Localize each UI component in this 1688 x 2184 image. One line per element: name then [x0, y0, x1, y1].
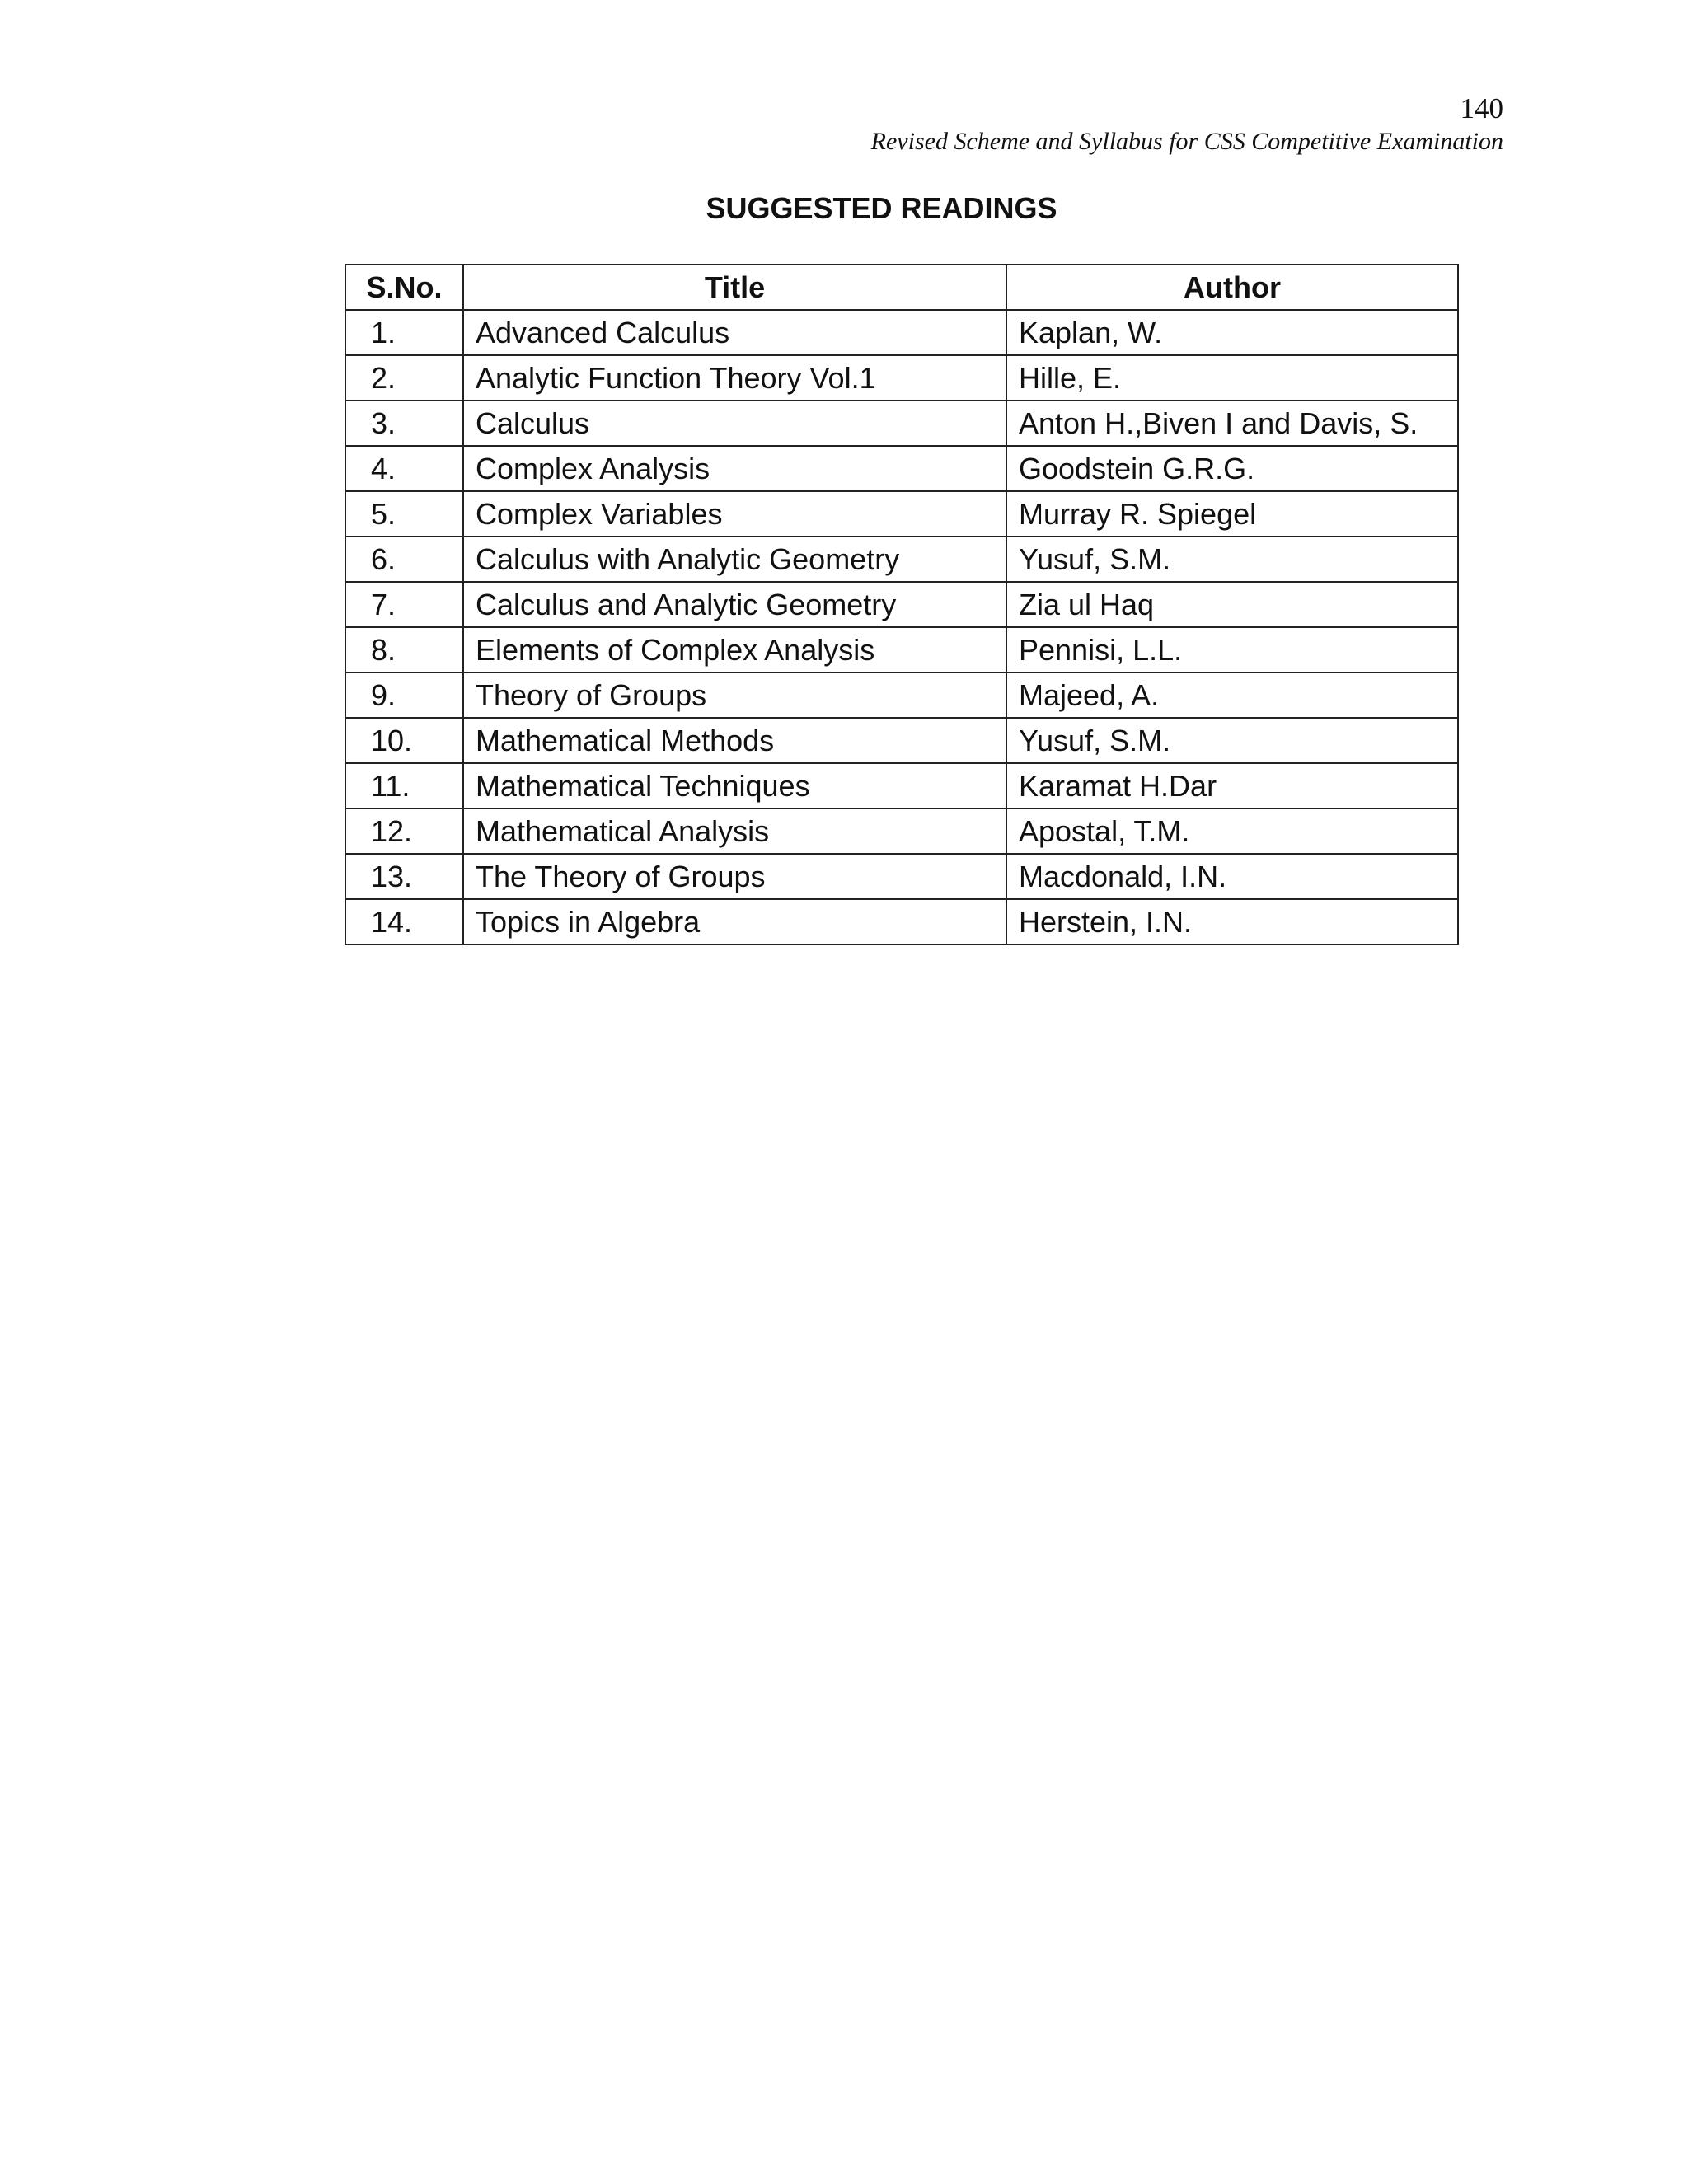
- table-row: [345, 899, 1458, 944]
- row-sno: 3.: [345, 401, 463, 446]
- row-title: Mathematical Analysis: [463, 808, 1006, 854]
- table-row: [345, 582, 1458, 627]
- table-row: [345, 763, 1458, 808]
- column-header-title: Title: [463, 265, 1006, 310]
- row-author: Zia ul Haq: [1006, 582, 1458, 627]
- row-author: Macdonald, I.N.: [1006, 854, 1458, 899]
- row-sno: 5.: [345, 491, 463, 537]
- row-author: Yusuf, S.M.: [1006, 718, 1458, 763]
- row-title: Elements of Complex Analysis: [463, 627, 1006, 673]
- row-author: Karamat H.Dar: [1006, 763, 1458, 808]
- row-title: Theory of Groups: [463, 673, 1006, 718]
- row-title: Topics in Algebra: [463, 899, 1006, 944]
- row-sno: 7.: [345, 582, 463, 627]
- row-sno: 10.: [345, 718, 463, 763]
- row-title: Calculus with Analytic Geometry: [463, 537, 1006, 582]
- row-author: Murray R. Spiegel: [1006, 491, 1458, 537]
- row-title: Mathematical Methods: [463, 718, 1006, 763]
- row-author: Apostal, T.M.: [1006, 808, 1458, 854]
- table-row: [345, 718, 1458, 763]
- row-author: Herstein, I.N.: [1006, 899, 1458, 944]
- row-sno: 13.: [345, 854, 463, 899]
- row-title: Complex Variables: [463, 491, 1006, 537]
- table-row: [345, 854, 1458, 899]
- row-sno: 11.: [345, 763, 463, 808]
- suggested-readings-table: [345, 264, 1459, 945]
- table-row: [345, 310, 1458, 355]
- row-sno: 9.: [345, 673, 463, 718]
- row-author: Yusuf, S.M.: [1006, 537, 1458, 582]
- page-number: 140: [1460, 92, 1503, 124]
- row-author: Kaplan, W.: [1006, 310, 1458, 355]
- column-header-author: Author: [1006, 265, 1458, 310]
- row-sno: 4.: [345, 446, 463, 491]
- row-sno: 12.: [345, 808, 463, 854]
- row-title: Calculus and Analytic Geometry: [463, 582, 1006, 627]
- table-row: [345, 401, 1458, 446]
- table-row: [345, 808, 1458, 854]
- row-title: Calculus: [463, 401, 1006, 446]
- row-author: Hille, E.: [1006, 355, 1458, 401]
- section-title: SUGGESTED READINGS: [706, 191, 1057, 225]
- row-author: Pennisi, L.L.: [1006, 627, 1458, 673]
- column-header-sno: S.No.: [345, 265, 463, 310]
- running-header: Revised Scheme and Syllabus for CSS Competitive Examination: [870, 128, 1503, 155]
- row-title: Analytic Function Theory Vol.1: [463, 355, 1006, 401]
- row-title: Mathematical Techniques: [463, 763, 1006, 808]
- row-sno: 14.: [345, 899, 463, 944]
- row-sno: 1.: [345, 310, 463, 355]
- table-row: [345, 673, 1458, 718]
- table-header-row: [345, 265, 1458, 310]
- table-row: [345, 355, 1458, 401]
- row-author: Majeed, A.: [1006, 673, 1458, 718]
- row-title: Complex Analysis: [463, 446, 1006, 491]
- row-sno: 6.: [345, 537, 463, 582]
- table-row: [345, 627, 1458, 673]
- table-row: [345, 491, 1458, 537]
- table-row: [345, 537, 1458, 582]
- row-title: Advanced Calculus: [463, 310, 1006, 355]
- row-author: Anton H.,Biven I and Davis, S.: [1006, 401, 1458, 446]
- row-sno: 2.: [345, 355, 463, 401]
- row-title: The Theory of Groups: [463, 854, 1006, 899]
- row-author: Goodstein G.R.G.: [1006, 446, 1458, 491]
- row-sno: 8.: [345, 627, 463, 673]
- table-row: [345, 446, 1458, 491]
